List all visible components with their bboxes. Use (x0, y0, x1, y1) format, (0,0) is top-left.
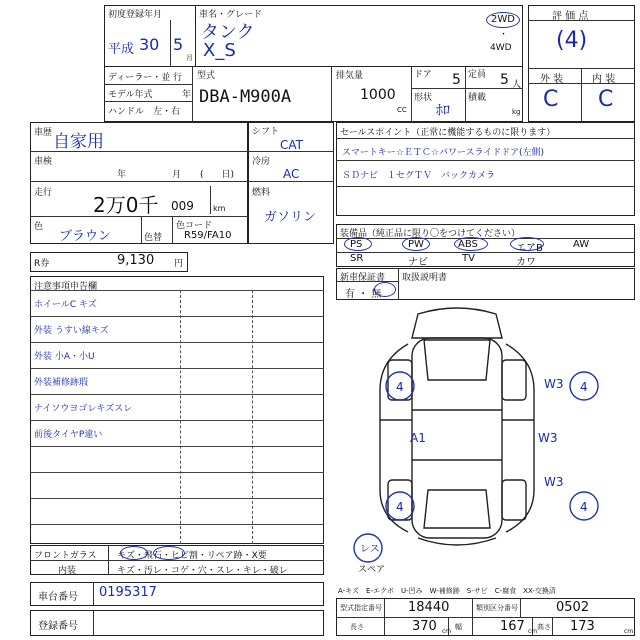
pw-circle (402, 237, 430, 251)
spare-mark: レス (360, 544, 380, 555)
recycle-unit: 円 (174, 259, 184, 269)
tobiishi-circle (153, 546, 185, 560)
equip-airbag[interactable]: エアB (516, 243, 543, 254)
model-year-unit: 年 (182, 90, 192, 100)
equip-sr[interactable]: SR (350, 253, 364, 264)
door-label: ドア (414, 70, 432, 80)
model-year-label: モデル年式 (108, 90, 153, 100)
spare-text: スペア (358, 565, 386, 575)
equipment-grid (336, 238, 635, 267)
equip-aw[interactable]: AW (573, 239, 590, 250)
car-front-outline (412, 308, 502, 338)
color-label: 色 (34, 222, 44, 232)
height-label: 高さ (537, 623, 551, 631)
year-value: 30 (139, 35, 160, 54)
exterior-grade: C (543, 87, 559, 112)
width-unit: cm (528, 628, 538, 635)
color-code-label: 色コード (176, 221, 213, 231)
note-rule (30, 472, 324, 473)
manual-label: 取扱説明書 (402, 273, 448, 283)
right-side-outline (506, 344, 534, 532)
length-value: 370 (412, 619, 437, 634)
equip-navi[interactable]: ナビ (408, 257, 428, 268)
era-value: 平成 (108, 42, 135, 57)
note-line-5: ナイソウヨゴレキズスレ (34, 404, 133, 414)
interior-grade: C (598, 87, 614, 112)
equip-pw[interactable]: PW (408, 239, 424, 250)
displacement-label: 排気量 (336, 71, 364, 81)
note-rule (30, 420, 324, 421)
color-value: ブラウン (59, 229, 112, 244)
sales-point-line-2: ＳＤナビ １セグＴＶ バックカメラ (342, 171, 496, 181)
drive-4wd: 4WD (490, 43, 512, 53)
inspection-day: ( 日) (200, 170, 235, 180)
drive-dot: ・ (499, 30, 509, 40)
shift-value: CAT (280, 138, 303, 152)
rear-window (424, 490, 490, 528)
note-rule (30, 342, 324, 343)
note-rule (30, 498, 324, 499)
note-line-6: 前後タイヤP違い (34, 430, 103, 440)
mark-fl: 4 (396, 380, 404, 394)
car-diagram (336, 300, 635, 580)
ps-circle (344, 237, 372, 251)
mark-rr: 4 (580, 500, 588, 514)
height-value: 173 (570, 619, 595, 634)
recycle-box (30, 252, 188, 272)
abs-circle (454, 237, 488, 251)
interior-glass-value[interactable]: キズ・汚レ・コゲ・穴・スレ・キレ・破レ (117, 566, 288, 576)
capacity-value: 5 (500, 72, 509, 88)
shape-label: 形状 (414, 93, 433, 103)
note-line-1: ホイールC キズ (34, 300, 97, 310)
mileage-value: 2万0千 (93, 193, 159, 217)
chassis-value: 0195317 (99, 585, 157, 600)
ac-value: AC (283, 167, 300, 181)
recycle-label: R券 (34, 259, 50, 269)
drive-2wd: 2WD (491, 14, 515, 25)
warranty-label: 新車保証書 (340, 273, 386, 283)
registration-label: 登録番号 (38, 621, 78, 632)
kizu-circle (120, 546, 148, 560)
class-label: 類別区分番号 (476, 604, 518, 612)
recycle-value: 9,130 (117, 253, 155, 268)
mark-w3-front: W3 (544, 377, 564, 391)
note-rule (30, 316, 324, 317)
note-rule (30, 524, 324, 525)
month-unit: 月 (186, 54, 193, 62)
equipment-title: 装備品（純正品に限り〇をつけてください） (340, 229, 521, 239)
interior-label: 内 装 (592, 74, 616, 85)
inspection-year: 年 (117, 170, 127, 180)
mark-rl: 4 (396, 500, 404, 514)
mark-w3-mid: W3 (538, 431, 558, 445)
equip-leather[interactable]: カワ (516, 257, 536, 268)
mark-a1-left: A1 (410, 431, 426, 445)
displacement-value: 1000 (360, 87, 396, 103)
front-glass-value[interactable]: キズ・飛石・ヒビ割・リペア跡・X要 (117, 551, 267, 561)
front-glass-label: フロントガラス (34, 551, 97, 561)
chassis-label: 車台番号 (38, 592, 78, 603)
equip-tv[interactable]: TV (462, 253, 475, 264)
width-label: 幅 (455, 623, 462, 631)
kg-unit: kg (512, 108, 521, 116)
usage-value: 自家用 (53, 132, 104, 152)
shape-value: ﾎﾛ (436, 103, 450, 119)
ac-label: 冷房 (252, 157, 271, 167)
car-name-label: 車名・グレード (199, 10, 263, 20)
color-code-value: R59/FA10 (184, 230, 232, 241)
door-value: 5 (452, 72, 461, 88)
sales-points-title: セールスポイント（正常に機能するものに限ります） (340, 128, 556, 138)
type-label: 型式 (197, 71, 216, 81)
windshield (424, 340, 490, 380)
length-unit: cm (442, 628, 452, 635)
height-unit: cm (624, 628, 634, 635)
capacity-unit: 人 (512, 80, 522, 90)
first-reg-label: 初度登録年月 (108, 10, 163, 20)
load-label: 積載 (468, 93, 487, 103)
note-rule (30, 368, 324, 369)
rear-bumper (418, 538, 496, 545)
grade-value: X_S (203, 40, 236, 61)
width-value: 167 (500, 619, 525, 634)
length-label: 長さ (350, 623, 364, 631)
interior-glass-label: 内装 (58, 566, 77, 576)
damage-legend: A-キズ E-エクボ U-凹み W-補修跡 S-サビ C-腐食 XX-交換済 (338, 587, 556, 595)
month-value: 5 (173, 35, 184, 54)
note-line-4: 外装補修跡瑕 (34, 378, 89, 388)
type-cert-label: 型式指定番号 (340, 604, 382, 612)
fuel-value: ガソリン (264, 210, 317, 225)
sales-point-line-1: スマートキー☆ＥＴＣ☆パワースライドドア(左側) (342, 148, 544, 158)
mileage-small: 009 (171, 199, 194, 213)
dealer-label: ディーラー・並 行 (108, 73, 183, 83)
shift-label: シフト (252, 127, 280, 137)
exterior-label: 外 装 (540, 74, 564, 85)
type-cert-value: 18440 (408, 600, 450, 615)
class-value: 0502 (556, 600, 590, 615)
eval-label: 評 価 点 (552, 11, 589, 22)
cc-unit: CC (397, 106, 407, 114)
mark-w3-rear: W3 (544, 475, 564, 489)
inspection-label: 車検 (34, 157, 53, 167)
usage-label: 車歴 (34, 128, 53, 138)
fuel-label: 燃料 (252, 188, 271, 198)
mark-fr: 4 (580, 380, 588, 394)
equip-ps[interactable]: PS (350, 239, 363, 250)
warranty-value[interactable]: 有 ・ 無 (345, 289, 382, 300)
car-name-value: タンク (201, 22, 255, 43)
inspection-month: 月 (172, 170, 182, 180)
warranty-circle (374, 282, 396, 297)
eval-score: (4) (556, 28, 588, 53)
capacity-label: 定員 (468, 70, 487, 80)
note-line-3: 外装 小A・小U (34, 352, 95, 362)
km-unit: km (213, 204, 226, 213)
equip-abs[interactable]: ABS (458, 239, 478, 250)
handle-label: ハンドル 左・右 (108, 107, 181, 117)
note-rule (30, 446, 324, 447)
color-change-label: 色替 (144, 233, 163, 243)
notes-title: 注意事項申告欄 (34, 282, 98, 292)
note-rule (30, 394, 324, 395)
note-line-2: 外装 うすい線キズ (34, 326, 109, 336)
mileage-label: 走行 (34, 188, 53, 198)
airbag-circle (510, 237, 544, 251)
type-value: DBA-M900A (199, 87, 292, 107)
